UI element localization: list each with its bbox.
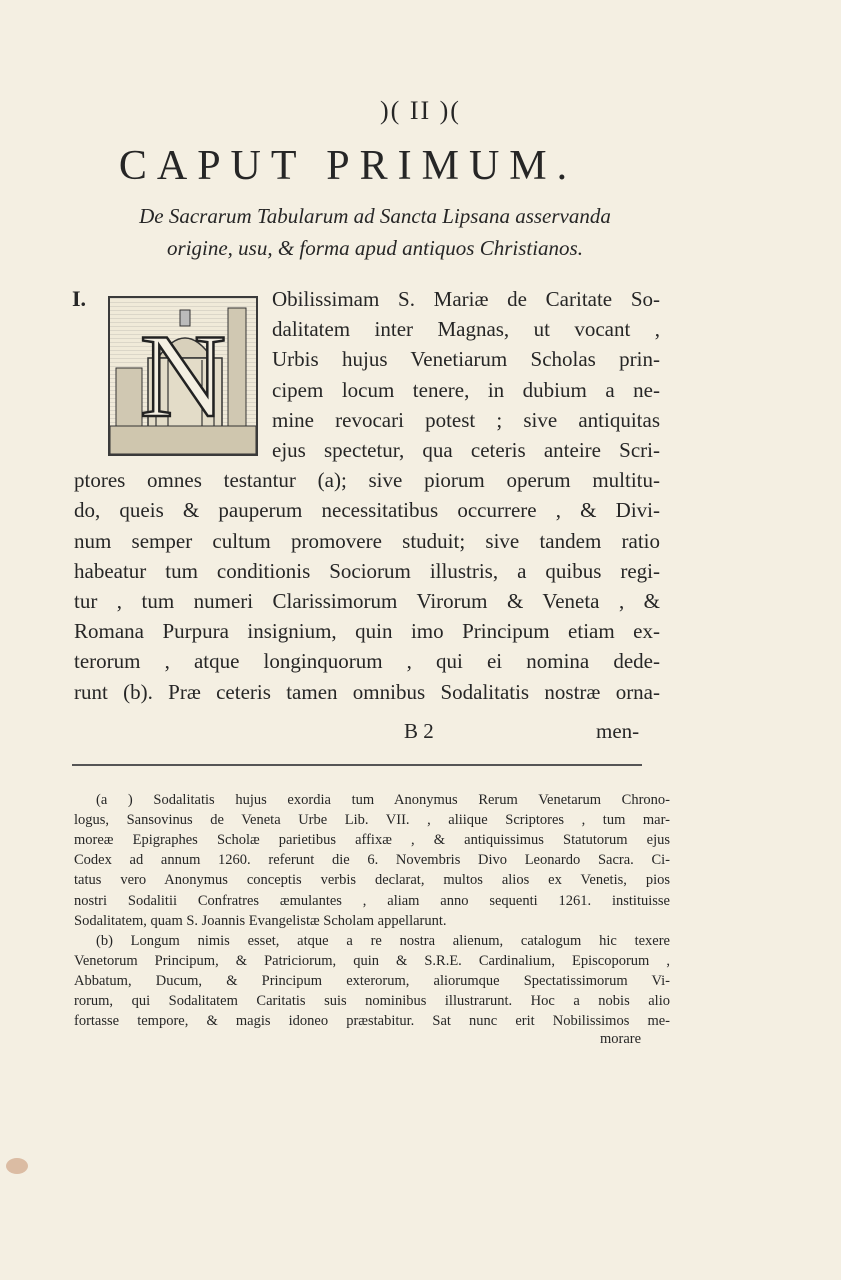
drop-cap-letter: N <box>139 309 227 442</box>
body-line: mine revocari potest ; sive antiquitas <box>272 407 660 432</box>
footnote-line: moreæ Epigraphes Scholæ parietibus affixæ , & antiquissimus Statutorum ejus <box>74 832 670 849</box>
body-line: ejus spectetur, qua ceteris anteire Scri- <box>272 438 660 462</box>
page-number: )( II )( <box>380 96 461 125</box>
drop-cap-illustration <box>108 296 258 456</box>
body-line: runt (b). Præ ceteris tamen omnibus Sodalitatis nostræ orna- <box>74 679 660 704</box>
body-line: num semper cultum promovere studuit; sive tandem ratio <box>74 528 660 553</box>
body-line: dalitatem inter Magnas, ut vocant , <box>272 317 660 342</box>
footnote-line: Abbatum, Ducum, & Principum exterorum, aliorumque Spectatissimorum Vi- <box>74 972 670 989</box>
footnote-line: Sodalitatem, quam S. Joannis Evangelistæ Scholam appellarunt. <box>74 912 447 929</box>
footnote-line: (b) Longum nimis esset, atque a re nostra alienum, catalogum hic texere <box>96 932 670 949</box>
footnote-catchword: morare <box>600 1031 642 1047</box>
paper-stain <box>6 1158 28 1174</box>
footnote-line: (a ) Sodalitatis hujus exordia tum Anonymus Rerum Venetarum Chrono- <box>96 792 670 808</box>
body-line: terorum , atque longinquorum , qui ei nomina dede- <box>74 649 660 674</box>
body-line: Urbis hujus Venetiarum Scholas prin- <box>272 347 660 372</box>
footnote-line: Venetorum Principum, & Patriciorum, quin & S.R.E. Cardinalium, Episcoporum , <box>74 952 670 969</box>
body-line: Romana Purpura insignium, quin imo Principum etiam ex- <box>74 619 660 644</box>
footnote-line: logus, Sansovinus de Veneta Urbe Lib. VII. , aliique Scriptores , tum mar- <box>74 812 670 829</box>
body-line: Obilissimam S. Mariæ de Caritate So- <box>272 287 660 311</box>
chapter-subtitle <box>0 200 750 264</box>
body-line: ptores omnes testantur (a); sive piorum operum multitu- <box>74 468 660 493</box>
footnote-line: tatus vero Anonymus conceptis verbis declarat, multos alios ex Venetis, pios <box>74 872 670 889</box>
footnote-line: rorum, qui Sodalitatem Caritatis suis nominibus illustrarunt. Hoc a nobis alio <box>74 993 670 1009</box>
footnote-line: Codex ad annum 1260. referunt die 6. Novembris Divo Leonardo Sacra. Ci- <box>74 852 670 869</box>
subtitle-line-1: De Sacrarum Tabularum ad Sancta Lipsana asservanda <box>139 204 611 228</box>
section-number: I. <box>72 286 87 311</box>
body-line: habeatur tum conditionis Sociorum illustris, a quibus regi- <box>74 558 660 583</box>
catchword: men- <box>596 719 640 743</box>
body-line: cipem locum tenere, in dubium a ne- <box>272 377 660 402</box>
chapter-title: CAPUT PRIMUM. <box>118 143 578 189</box>
subtitle-line-2: origine, usu, & forma apud antiquos Christianos. <box>167 236 583 260</box>
engraved-church-icon <box>110 298 256 454</box>
signature-mark: B 2 <box>404 719 434 743</box>
footnote-line: nostri Sodalitii Confratres æmulantes , aliam anno sequenti 1261. instituisse <box>74 892 670 909</box>
footnote-rule <box>72 764 642 766</box>
body-line: tur , tum numeri Clarissimorum Virorum & Veneta , & <box>74 589 660 613</box>
footnote-line: fortasse tempore, & magis idoneo præstabitur. Sat nunc erit Nobilissimos me- <box>74 1013 670 1030</box>
body-line: do, queis & pauperum necessitatibus occurrere , & Divi- <box>74 498 660 523</box>
